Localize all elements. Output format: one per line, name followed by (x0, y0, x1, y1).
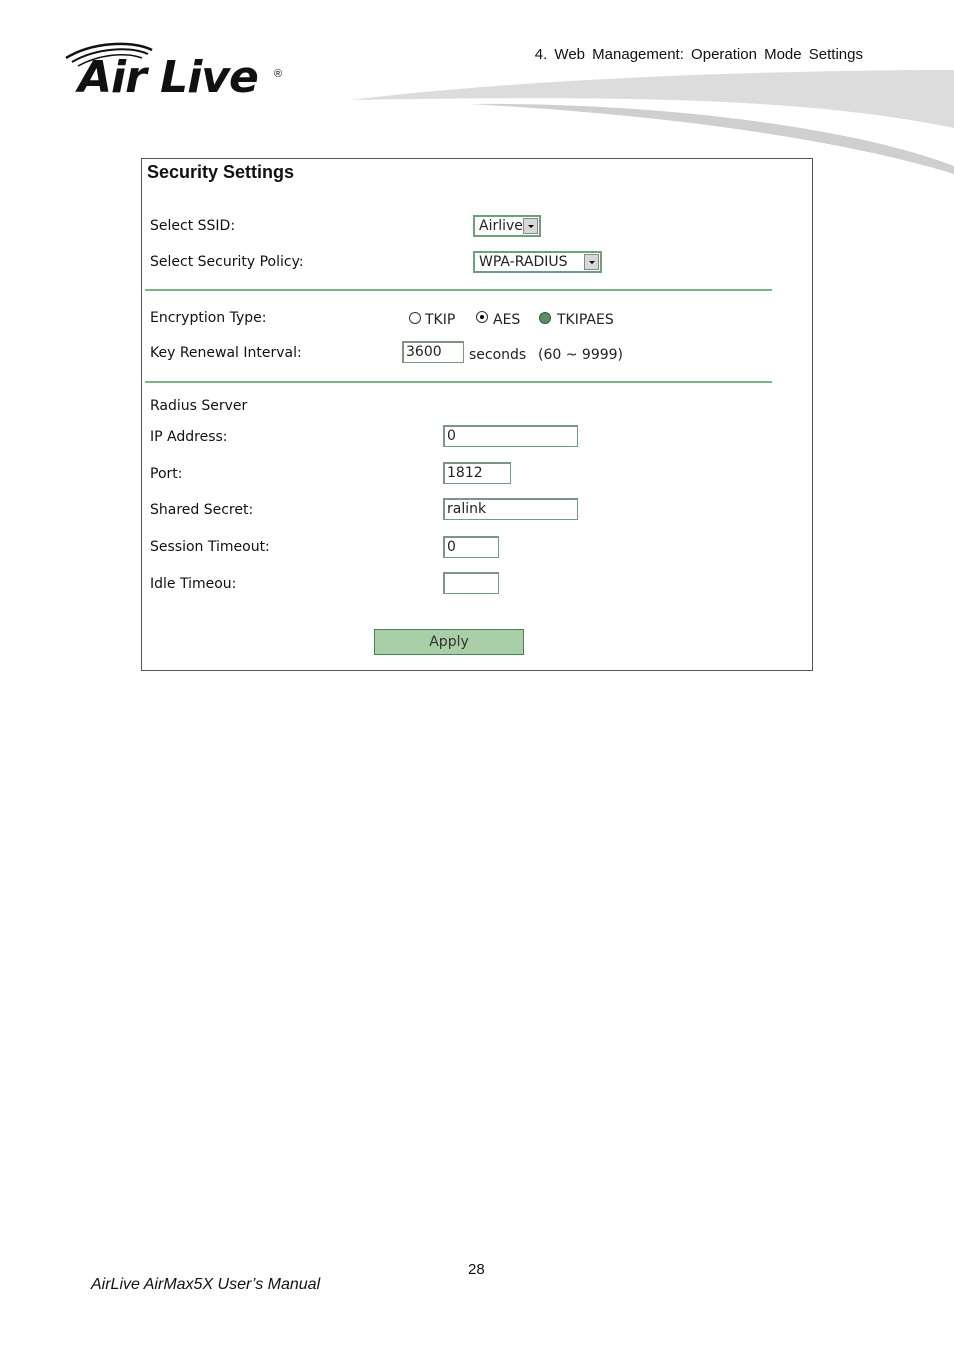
security-settings-panel (141, 158, 813, 671)
registered-mark: ® (274, 68, 283, 80)
key-renewal-value: 3600 (406, 344, 442, 360)
apply-button[interactable]: Apply (374, 629, 524, 655)
ssid-select[interactable] (473, 215, 541, 237)
radio-tkip[interactable] (409, 312, 421, 324)
session-timeout-input[interactable] (443, 536, 499, 558)
key-renewal-input[interactable] (402, 341, 464, 363)
ip-address-label: IP Address: (150, 429, 228, 445)
divider (145, 381, 772, 383)
session-timeout-label: Session Timeout: (150, 539, 270, 555)
security-policy-select[interactable] (473, 251, 602, 273)
logo-text: Air Live (78, 52, 258, 103)
session-timeout-value: 0 (447, 539, 456, 555)
page-number: 28 (468, 1261, 485, 1278)
idle-timeout-input[interactable] (443, 572, 499, 594)
ip-address-input[interactable] (443, 425, 578, 447)
chevron-down-icon[interactable] (584, 254, 599, 270)
radio-tkip-label: TKIP (425, 312, 456, 328)
chapter-title: 4. Web Management: Operation Mode Settings (534, 46, 863, 63)
ip-address-value: 0 (447, 428, 456, 444)
divider (145, 289, 772, 291)
panel-title: Security Settings (147, 162, 295, 182)
airlive-logo (62, 40, 292, 106)
security-policy-label: Select Security Policy: (150, 254, 304, 270)
radio-tkipaes-label: TKIPAES (557, 312, 614, 328)
radio-aes-label: AES (493, 312, 521, 328)
manual-title: AirLive AirMax5X User’s Manual (91, 1276, 321, 1293)
port-value: 1812 (447, 465, 483, 481)
port-label: Port: (150, 466, 183, 482)
port-input[interactable] (443, 462, 511, 484)
key-renewal-range: (60 ~ 9999) (538, 347, 623, 363)
key-renewal-unit: seconds (469, 347, 527, 363)
radius-server-heading: Radius Server (150, 398, 248, 414)
security-policy-value: WPA-RADIUS (479, 254, 568, 270)
encryption-type-label: Encryption Type: (150, 310, 267, 326)
ssid-select-value: Airlive (479, 218, 523, 234)
radio-aes[interactable] (476, 311, 488, 323)
ssid-label: Select SSID: (150, 218, 236, 234)
chevron-down-icon[interactable] (523, 218, 538, 234)
idle-timeout-label: Idle Timeou: (150, 576, 237, 592)
shared-secret-value: ralink (447, 501, 487, 517)
key-renewal-label: Key Renewal Interval: (150, 345, 302, 361)
radio-tkipaes[interactable] (539, 312, 551, 324)
shared-secret-input[interactable] (443, 498, 578, 520)
shared-secret-label: Shared Secret: (150, 502, 254, 518)
